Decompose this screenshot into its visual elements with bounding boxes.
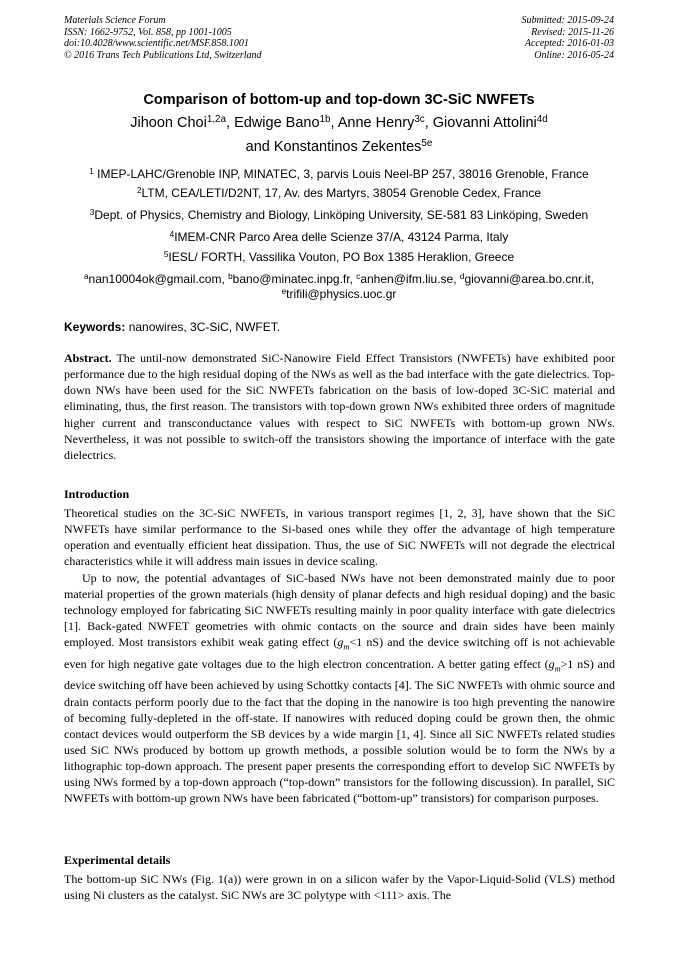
abstract-text: The until-now demonstrated SiC-Nanowire Field Effect Transistors (NWFETs) have exhibited poor performance due to the high residual doping of the NWs as well as the bad interface with the gate dielectrics. Top-down NWs have been used for the SiC NWFETs fabrication on the basis of low-doped 3C-SiC material and eliminating, thus, the first reason. The transistors with top-down grown NWs exhibited three orders of magnitude higher current and transconductance values with respect to SiC NWFETs with bottom-up grown NWs. Nevertheless, it was not possible to switch-off the transistors showing the importance of interface with the gate dielectrics. (64, 351, 615, 462)
keywords-label: Keywords: (64, 320, 126, 334)
affiliation-text: LTM, CEA/LETI/D2NT, 17, Av. des Martyrs, 38054 Grenoble Cedex, France (141, 186, 542, 200)
journal-info (64, 15, 262, 61)
author-affil-sup: 3c (414, 113, 425, 125)
introduction-paragraph-1: Theoretical studies on the 3C-SiC NWFETs, in various transport regimes [1, 2, 3], have shown that the SiC NWFETs have similar performance to the Si-based ones while they offer the advantage of high temperature operation and eventually efficient heat dissipation. Thus, the use of SiC NWFETs will not degrade the electrical characteristics while it will address main issues in device scaling. (64, 506, 615, 569)
email-link[interactable]: anhen@ifm.liu.se, (360, 272, 460, 286)
introduction-body (64, 505, 615, 807)
email-link[interactable]: trifili@physics.uoc.gr (286, 287, 397, 301)
author-affil-sup: 5e (421, 137, 433, 149)
email-link[interactable]: giovanni@area.bo.cnr.it, (464, 272, 595, 286)
email-sup: b (228, 271, 233, 281)
affiliation-1 (0, 167, 678, 181)
author-name: , Giovanni Attolini (424, 115, 537, 131)
journal-doi[interactable]: doi:10.4028/www.scientific.net/MSF.858.1001 (64, 38, 249, 49)
affiliation-text: IMEM-CNR Parco Area delle Scienze 37/A, 43124 Parma, Italy (174, 230, 509, 244)
affiliation-2 (0, 186, 678, 200)
email-sup: e (281, 286, 287, 296)
author-name: , Anne Henry (330, 115, 415, 131)
affiliation-sup: 5 (163, 249, 169, 259)
author-affil-sup: 1,2a (206, 113, 227, 125)
submission-dates (522, 15, 615, 61)
experimental-paragraph-1: The bottom-up SiC NWs (Fig. 1(a)) were grown in on a silicon wafer by the Vapor-Liquid-Solid (VLS) method using Ni clusters as the catalyst. SiC NWs are 3C polytype with <111> axis. The (64, 872, 615, 903)
author-affil-sup: 1b (319, 113, 331, 125)
section-heading-introduction: Introduction (64, 487, 130, 501)
affiliation-text: Dept. of Physics, Chemistry and Biology, Linköping University, SE-581 83 Linköping, Sweden (94, 208, 589, 222)
email-sup: d (459, 271, 465, 281)
author-affil-sup: 4d (536, 113, 548, 125)
affiliation-sup: 2 (136, 185, 142, 195)
experimental-body (64, 871, 615, 903)
date-accepted: Accepted: 2016-01-03 (524, 38, 614, 49)
email-link[interactable]: nan10004ok@gmail.com, (88, 272, 229, 286)
author-line-1 (0, 115, 678, 131)
author-name: , Edwige Bano (226, 115, 320, 131)
email-line-2 (0, 287, 678, 301)
affiliation-sup: 3 (89, 207, 95, 217)
email-line-1 (0, 272, 678, 286)
section-heading-experimental: Experimental details (64, 853, 171, 867)
introduction-paragraph-2: Up to now, the potential advantages of SiC-based NWs have not been demonstrated mainly due to poor material properties of the grown materials (high density of planar defects and high residual doping) and the basic technology employed for fabricating SiC NWFETs resulting mainly in poor quality interface with gate dielectrics [1]. Back-gated NWFET geometries with ohmic contacts on the source and drain sides have been mainly employed. Most transistors exhibit weak gating effect ($g_m<1$ nS) and the device switching off is not achievable even for high negative gate voltages due to the high electron concentration. A better gating effect ($g_m>1$ nS) and device switching off have been achieved by using Schottky contacts [4]. The SiC NWFETs with ohmic source and drain contacts perform poorly due to the fact that the doping in the nanowire is too high preventing the nanowire of becoming fully-depleted in the off-state. If nanowires with reduced doping could be grown then, the ohmic contact devices would outperform the SB devices by a wide margin [1, 4]. Since all SiC NWFETs related studies used SiC NWs produced by bottom up growth methods, a possible solution would be to form the NWs by a lithographic top-down approach. The present paper presents the corresponding effort to develop SiC NWFETs by using NWs formed by a top-down approach (“top-down” transistors for the following discussion). In parallel, SiC NWFETs with bottom-up grown NWs have been fabricated (“bottom-up” transistors) for comparison purposes. (64, 570, 616, 806)
affiliation-text: IESL/ FORTH, Vassilika Vouton, PO Box 1385 Heraklion, Greece (168, 250, 515, 264)
author-name: Jihoon Choi (130, 115, 207, 131)
email-sup: a (83, 271, 89, 281)
date-online: Online: 2016-05-24 (534, 49, 614, 61)
author-line-2 (0, 139, 678, 155)
affiliation-3 (0, 208, 678, 222)
journal-issn: ISSN: 1662-9752, Vol. 858, pp 1001-1005 (64, 26, 232, 38)
affiliation-sup: 4 (169, 229, 175, 239)
author-name: and Konstantinos Zekentes (245, 139, 422, 155)
journal-name: Materials Science Forum (64, 15, 166, 26)
keywords (64, 320, 280, 334)
abstract-label: Abstract. (64, 351, 112, 365)
affiliation-text: IMEP-LAHC/Grenoble INP, MINATEC, 3, parvis Louis Neel-BP 257, 38016 Grenoble, France (93, 167, 589, 181)
email-sup: c (356, 271, 361, 281)
keywords-text: nanowires, 3C-SiC, NWFET. (125, 320, 281, 334)
affiliation-sup: 1 (89, 166, 94, 176)
abstract (64, 350, 615, 463)
paper-title: Comparison of bottom-up and top-down 3C-SiC NWFETs (143, 92, 535, 108)
affiliation-5 (0, 250, 678, 264)
date-submitted: Submitted: 2015-09-24 (521, 15, 614, 26)
journal-copyright: © 2016 Trans Tech Publications Ltd, Switzerland (64, 49, 262, 61)
email-link[interactable]: bano@minatec.inpg.fr, (232, 272, 357, 286)
date-revised: Revised: 2015-11-26 (531, 26, 614, 38)
affiliation-4 (0, 230, 678, 244)
